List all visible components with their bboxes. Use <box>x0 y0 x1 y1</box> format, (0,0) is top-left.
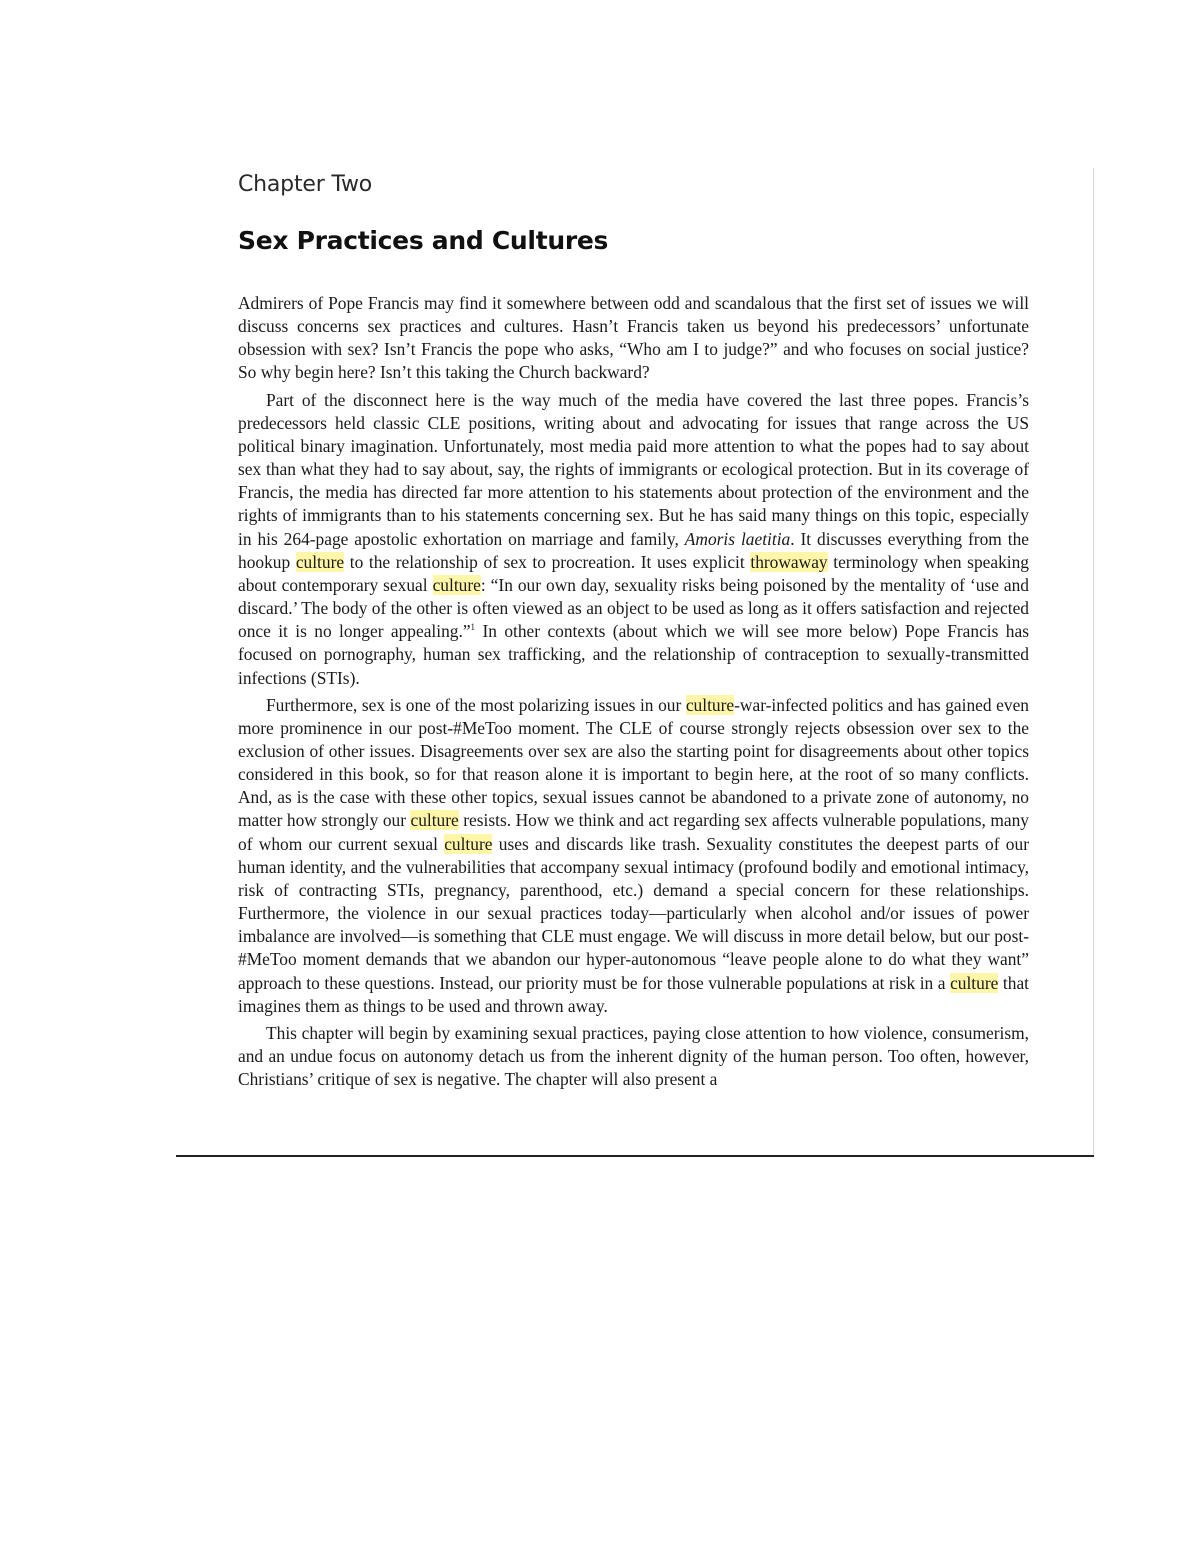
page-bottom-edge <box>176 1155 1094 1157</box>
text-run: In other contexts (about which we will see more below) Pope Francis has focused on pornography, human sex trafficking, and the relationship of contraception to sexually-transmitted infections (STIs). <box>238 621 1029 688</box>
document-page <box>176 168 1094 1156</box>
paragraph <box>238 694 1029 1018</box>
text-run: uses and discards like trash. Sexuality constitutes the deepest parts of our human identity, and the vulnerabilities that accompany sexual intimacy (profound bodily and emotional intimacy, risk of contracting STIs, pregnancy, parenthood, etc.) demand a special concern for these relationships. Furthermore, the violence in our sexual practices today—particularly when alcohol and/or issues of power imbalance are involved—is something that CLE must engage. We will discuss in more detail below, but our post-#MeToo moment demands that we abandon our hyper-autonomous “leave people alone to do what they want” approach to these questions. Instead, our priority must be for those vulnerable populations at risk in a <box>238 833 1029 993</box>
text-run: : “In our own day, sexuality risks being poisoned by the mentality of ‘use and discard.’ The body of the other is often viewed as an object to be used as long as it offers satisfaction and rejected once it is no longer appealing.” <box>238 574 1029 642</box>
page-right-edge <box>1093 168 1094 1156</box>
highlighted-word: culture <box>950 972 999 993</box>
highlighted-word: throwaway <box>750 551 828 572</box>
paragraph <box>238 292 1029 385</box>
text-run: that imagines them as things to be used and thrown away. <box>238 972 1029 1016</box>
text-run: resists. How we think and act regarding sex affects vulnerable populations, many of whom our current sexual <box>238 810 1029 854</box>
chapter-label: Chapter Two <box>238 172 373 197</box>
text-run: This chapter will begin by examining sexual practices, paying close attention to how violence, consumerism, and an undue focus on autonomy detach us from the inherent dignity of the human person. Too often, however, Christians’ critique of sex is negative. The chapter will also present a <box>238 1022 1029 1090</box>
highlighted-word: culture <box>295 551 345 572</box>
highlighted-word: culture <box>432 574 481 595</box>
text-run: Furthermore, sex is one of the most polarizing issues in our <box>266 694 686 715</box>
highlighted-word: culture <box>444 833 493 854</box>
text-run: -war-infected politics and has gained even more prominence in our post-#MeToo moment. The CLE of course strongly rejects obsession over sex to the exclusion of other issues. Disagreements over sex are also the starting point for disagreements about other topics considered in this book, so for that reason alone it is important to begin here, at the root of so many conflicts. And, as is the case with these other topics, sexual issues cannot be abandoned to a private zone of autonomy, no matter how strongly our <box>238 694 1029 831</box>
italic-title: Amoris laetitia <box>684 528 791 549</box>
footnote-marker: 1 <box>470 622 476 633</box>
paragraph <box>238 1022 1029 1091</box>
highlighted-word: culture <box>685 694 735 715</box>
text-run: to the relationship of sex to procreation. It uses explicit <box>344 551 751 572</box>
chapter-body <box>238 292 1029 1095</box>
highlighted-word: culture <box>410 810 459 831</box>
text-run: terminology when speaking about contemporary sexual <box>238 551 1030 595</box>
paragraph <box>238 389 1029 690</box>
chapter-title: Sex Practices and Cultures <box>238 226 609 255</box>
text-run: . It discusses everything from the hookup <box>238 528 1029 572</box>
text-run: Admirers of Pope Francis may find it somewhere between odd and scandalous that the first set of issues we will discuss concerns sex practices and cultures. Hasn’t Francis taken us beyond his predecessors’ unfortunate obsession with sex? Isn’t Francis the pope who asks, “Who am I to judge?” and who focuses on social justice? So why begin here? Isn’t this taking the Church backward? <box>238 293 1029 383</box>
text-run: Part of the disconnect here is the way much of the media have covered the last three popes. Francis’s predecessors held classic CLE positions, writing about and advocating for issues that range across the US political binary imagination. Unfortunately, most media paid more attention to what the popes had to say about sex than what they had to say about, say, the rights of immigrants or ecological protection. But in its coverage of Francis, the media has directed far more attention to his statements about protection of the environment and the rights of immigrants than to his statements concerning sex. But he has said many things on this topic, especially in his 264-page apostolic exhortation on marriage and family, <box>238 389 1029 549</box>
